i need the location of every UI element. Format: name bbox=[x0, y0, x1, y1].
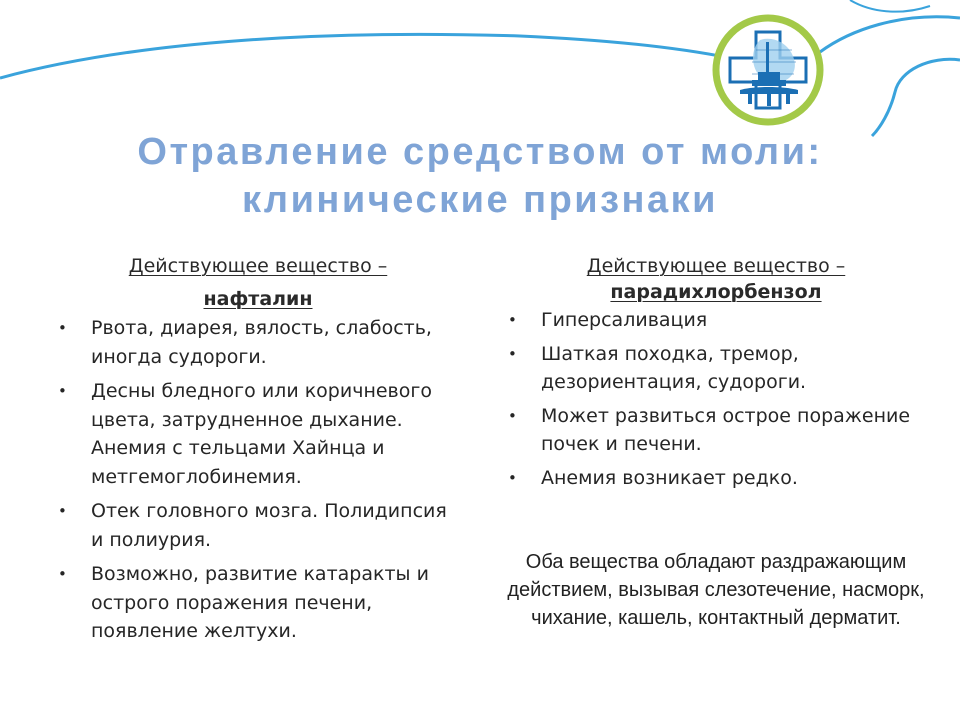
paradichlorobenzene-column bbox=[506, 252, 926, 497]
naphthalene-symptom-list bbox=[56, 314, 460, 646]
active-substance-label: Действующее вещество – bbox=[128, 255, 388, 277]
list-item-text: Десны бледного или коричневого цвета, затрудненное дыхание. Анемия с тельцами Хайнца и метгемоглобинемия. bbox=[91, 380, 432, 488]
list-item bbox=[506, 306, 926, 335]
wave-curl-right bbox=[872, 59, 960, 136]
naphthalene-heading bbox=[56, 252, 460, 313]
list-item bbox=[56, 314, 460, 371]
title-line-1: Отравление средством от моли: bbox=[137, 131, 823, 173]
substance-name: парадихлорбензол bbox=[610, 281, 822, 303]
list-item-text: Может развиться острое поражение почек и печени. bbox=[541, 404, 911, 455]
list-item bbox=[56, 560, 460, 646]
list-item-text: Рвота, диарея, вялость, слабость, иногда судороги. bbox=[91, 317, 432, 368]
title-line-2: клинические признаки bbox=[241, 179, 719, 221]
list-item bbox=[506, 340, 926, 397]
list-item bbox=[506, 402, 926, 459]
active-substance-label: Действующее вещество – bbox=[586, 255, 846, 277]
wave-line-right bbox=[820, 17, 960, 52]
wave-line-small bbox=[850, 0, 930, 12]
bullet-icon: • bbox=[508, 406, 517, 425]
list-item-text: Гиперсаливация bbox=[541, 309, 708, 331]
substance-name: нафталин bbox=[203, 288, 313, 310]
bullet-icon: • bbox=[508, 468, 517, 487]
medical-cross-logo bbox=[712, 14, 824, 126]
bullet-icon: • bbox=[58, 502, 67, 520]
wave-line-left bbox=[0, 34, 730, 78]
list-item bbox=[56, 377, 460, 491]
naphthalene-column bbox=[56, 252, 460, 652]
common-effects-note: Оба вещества обладают раздражающим действием, вызывая слезотечение, насморк, чихание, кашель, контактный дерматит. bbox=[507, 551, 925, 629]
list-item-text: Отек головного мозга. Полидипсия и полиурия. bbox=[91, 500, 447, 551]
list-item bbox=[506, 464, 926, 493]
list-item-text: Шаткая походка, тремор, дезориентация, судороги. bbox=[541, 342, 807, 393]
bullet-icon: • bbox=[58, 382, 67, 400]
bullet-icon: • bbox=[508, 344, 517, 363]
bullet-icon: • bbox=[508, 311, 517, 329]
paradichlorobenzene-symptom-list bbox=[506, 306, 926, 492]
list-item-text: Возможно, развитие катаракты и острого поражения печени, появление желтухи. bbox=[91, 563, 429, 642]
slide-title bbox=[40, 128, 920, 224]
bullet-icon: • bbox=[58, 319, 67, 337]
bullet-icon: • bbox=[58, 565, 67, 583]
list-item bbox=[56, 497, 460, 554]
list-item-text: Анемия возникает редко. bbox=[541, 466, 798, 489]
paradichlorobenzene-heading bbox=[506, 252, 926, 304]
